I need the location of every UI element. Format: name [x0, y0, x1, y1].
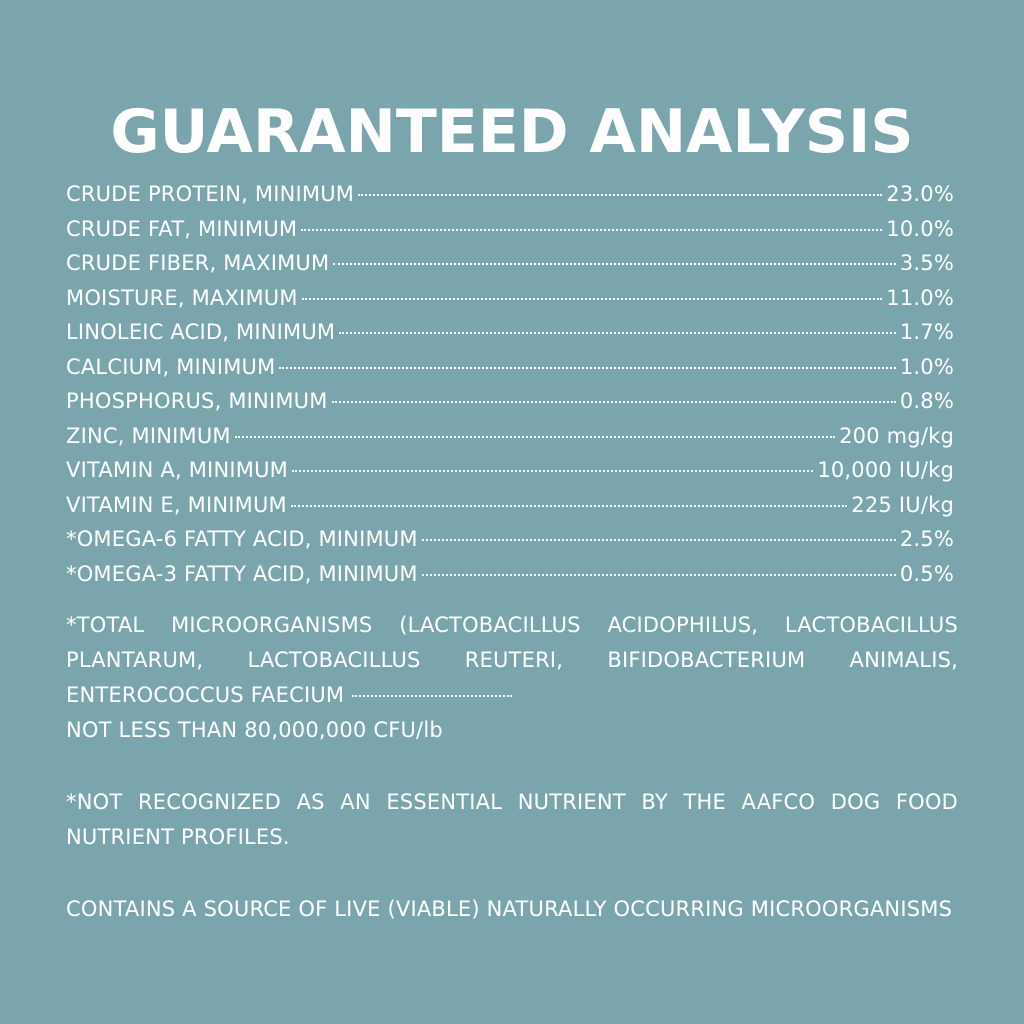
nutrient-label: *OMEGA-3 FATTY ACID, MINIMUM — [66, 561, 418, 586]
nutrient-label: PHOSPHORUS, MINIMUM — [66, 389, 328, 413]
nutrient-value: 200 mg/kg — [839, 423, 954, 448]
nutrient-value: 1.0% — [899, 354, 954, 379]
nutrient-value: 10.0% — [886, 216, 954, 241]
nutrient-value: 0.5% — [899, 561, 954, 586]
dot-leader — [352, 695, 512, 697]
page-title: GUARANTEED ANALYSIS — [110, 97, 914, 167]
dot-leader — [339, 332, 896, 334]
analysis-row — [66, 389, 954, 424]
analysis-row — [66, 562, 954, 597]
aafco-footnote: *NOT RECOGNIZED AS AN ESSENTIAL NUTRIENT BY THE AAFCO DOG FOOD NUTRIENT PROFILES. — [66, 790, 958, 849]
nutrient-value: 1.7% — [899, 320, 954, 344]
nutrient-value: 23.0% — [886, 182, 954, 206]
dot-leader — [332, 401, 896, 403]
nutrient-label: ZINC, MINIMUM — [66, 423, 231, 448]
nutrient-value: 225 IU/kg — [851, 492, 954, 517]
nutrient-value: 0.8% — [899, 389, 954, 413]
dot-leader — [302, 298, 883, 300]
analysis-row — [66, 527, 954, 562]
nutrient-value: 11.0% — [886, 285, 954, 310]
dot-leader — [333, 263, 896, 265]
dot-leader — [422, 574, 896, 576]
analysis-list — [66, 182, 954, 596]
analysis-row — [66, 251, 954, 286]
nutrient-label: LINOLEIC ACID, MINIMUM — [66, 320, 336, 344]
dot-leader — [291, 505, 847, 507]
nutrient-label: CRUDE PROTEIN, MINIMUM — [66, 182, 355, 206]
analysis-row — [66, 493, 954, 528]
nutrient-label: VITAMIN E, MINIMUM — [66, 492, 287, 517]
live-microorganisms-note: CONTAINS A SOURCE OF LIVE (VIABLE) NATURALLY OCCURRING MICROORGANISMS — [66, 897, 953, 921]
dot-leader — [235, 436, 835, 438]
analysis-row — [66, 458, 954, 493]
dot-leader — [358, 194, 882, 196]
dot-leader — [422, 539, 896, 541]
nutrient-label: MOISTURE, MAXIMUM — [66, 285, 298, 310]
nutrient-label: *OMEGA-6 FATTY ACID, MINIMUM — [66, 527, 418, 551]
nutrient-value: 2.5% — [899, 527, 954, 551]
nutrient-value: 10,000 IU/kg — [817, 458, 954, 482]
nutrient-value: 3.5% — [899, 251, 954, 275]
nutrient-label: CRUDE FIBER, MAXIMUM — [66, 251, 330, 275]
dot-leader — [301, 229, 882, 231]
microorganisms-text: *TOTAL MICROORGANISMS (LACTOBACILLUS ACIDOPHILUS, LACTOBACILLUS PLANTARUM, LACTOBACILLUS REUTERI, BIFIDOBACTERIUM ANIMALIS, ENTEROCOCCUS FAECIUM — [66, 613, 958, 707]
analysis-row — [66, 217, 954, 252]
nutrient-label: CALCIUM, MINIMUM — [66, 354, 276, 379]
microorganisms-statement — [66, 608, 958, 748]
analysis-row — [66, 355, 954, 390]
analysis-row — [66, 320, 954, 355]
dot-leader — [292, 470, 813, 472]
analysis-row — [66, 286, 954, 321]
dot-leader — [279, 367, 895, 369]
nutrient-label: CRUDE FAT, MINIMUM — [66, 216, 298, 241]
analysis-row — [66, 182, 954, 217]
analysis-row — [66, 424, 954, 459]
nutrient-label: VITAMIN A, MINIMUM — [66, 458, 288, 482]
microorganisms-value: NOT LESS THAN 80,000,000 CFU/lb — [66, 718, 443, 742]
